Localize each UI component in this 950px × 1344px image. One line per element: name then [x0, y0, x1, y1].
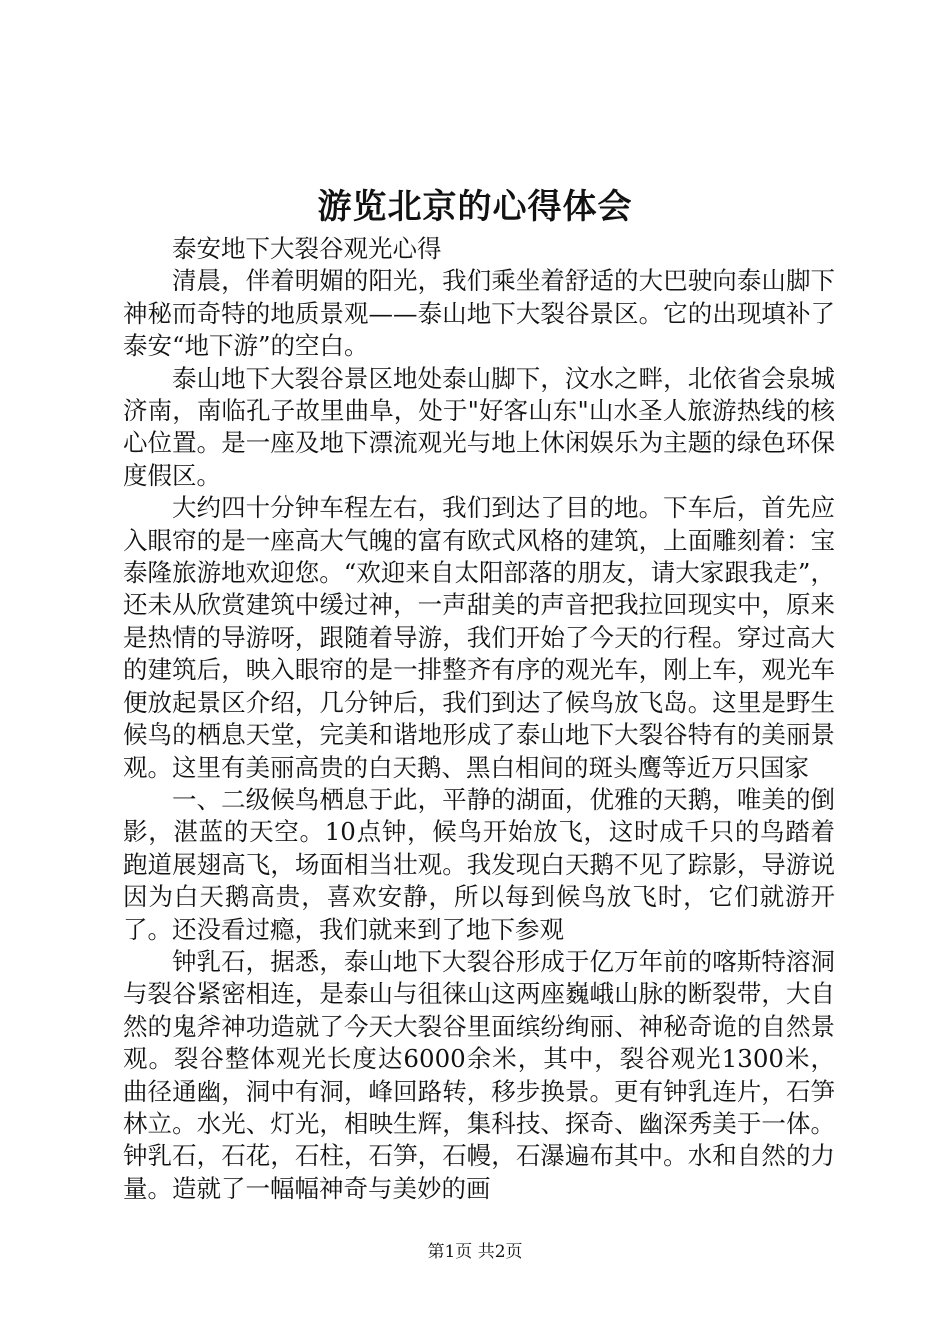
paragraph: 泰山地下大裂谷景区地处泰山脚下，汶水之畔，北依省会泉城济南，南临孔子故里曲阜，处于"好客山东"山水圣人旅游热线的核心位置。是一座及地下漂流观光与地上休闲娱乐为主题的绿色环保度假区。: [123, 363, 835, 490]
page-footer: 第1页 共2页: [427, 1242, 523, 1262]
paragraph: 大约四十分钟车程左右，我们到达了目的地。下车后，首先应入眼帘的是一座高大气魄的富有欧式风格的建筑，上面雕刻着：宝泰隆旅游地欢迎您。“欢迎来自太阳部落的朋友，请大家跟我走”，还未从欣赏建筑中缓过神，一声甜美的声音把我拉回现实中，原来是热情的导游呀，跟随着导游，我们开始了今天的行程。穿过高大的建筑后，映入眼帘的是一排整齐有序的观光车，刚上车，观光车便放起景区介绍，几分钟后，我们到达了候鸟放飞岛。这里是野生候鸟的栖息天堂，完美和谐地形成了泰山地下大裂谷特有的美丽景观。这里有美丽高贵的白天鹅、黑白相间的斑头鹰等近万只国家: [123, 493, 835, 782]
paragraph: 一、二级候鸟栖息于此，平静的湖面，优雅的天鹅，唯美的倒影，湛蓝的天空。10点钟，候鸟开始放飞，这时成千只的鸟踏着跑道展翅高飞，场面相当壮观。我发现白天鹅不见了踪影，导游说因为白天鹅高贵，喜欢安静，所以每到候鸟放飞时，它们就游开了。还没看过瘾，我们就来到了地下参观: [123, 784, 835, 944]
document-body: [123, 233, 835, 1205]
paragraph-subtitle: 泰安地下大裂谷观光心得: [172, 234, 442, 263]
document-title: 游览北京的心得体会: [317, 187, 633, 227]
paragraph: 钟乳石，据悉，泰山地下大裂谷形成于亿万年前的喀斯特溶洞与裂谷紧密相连，是泰山与徂徕山这两座巍峨山脉的断裂带，大自然的鬼斧神功造就了今天大裂谷里面缤纷绚丽、神秘奇诡的自然景观。裂谷整体观光长度达6000余米，其中，裂谷观光1300米，曲径通幽，洞中有洞，峰回路转，移步换景。更有钟乳连片，石笋林立。水光、灯光，相映生辉，集科技、探奇、幽深秀美于一体。钟乳石，石花，石柱，石笋，石幔，石瀑遍布其中。水和自然的力量。造就了一幅幅神奇与美妙的画: [123, 946, 835, 1203]
paragraph: 清晨，伴着明媚的阳光，我们乘坐着舒适的大巴驶向泰山脚下神秘而奇特的地质景观——泰山地下大裂谷景区。它的出现填补了泰安“地下游”的空白。: [123, 266, 835, 361]
